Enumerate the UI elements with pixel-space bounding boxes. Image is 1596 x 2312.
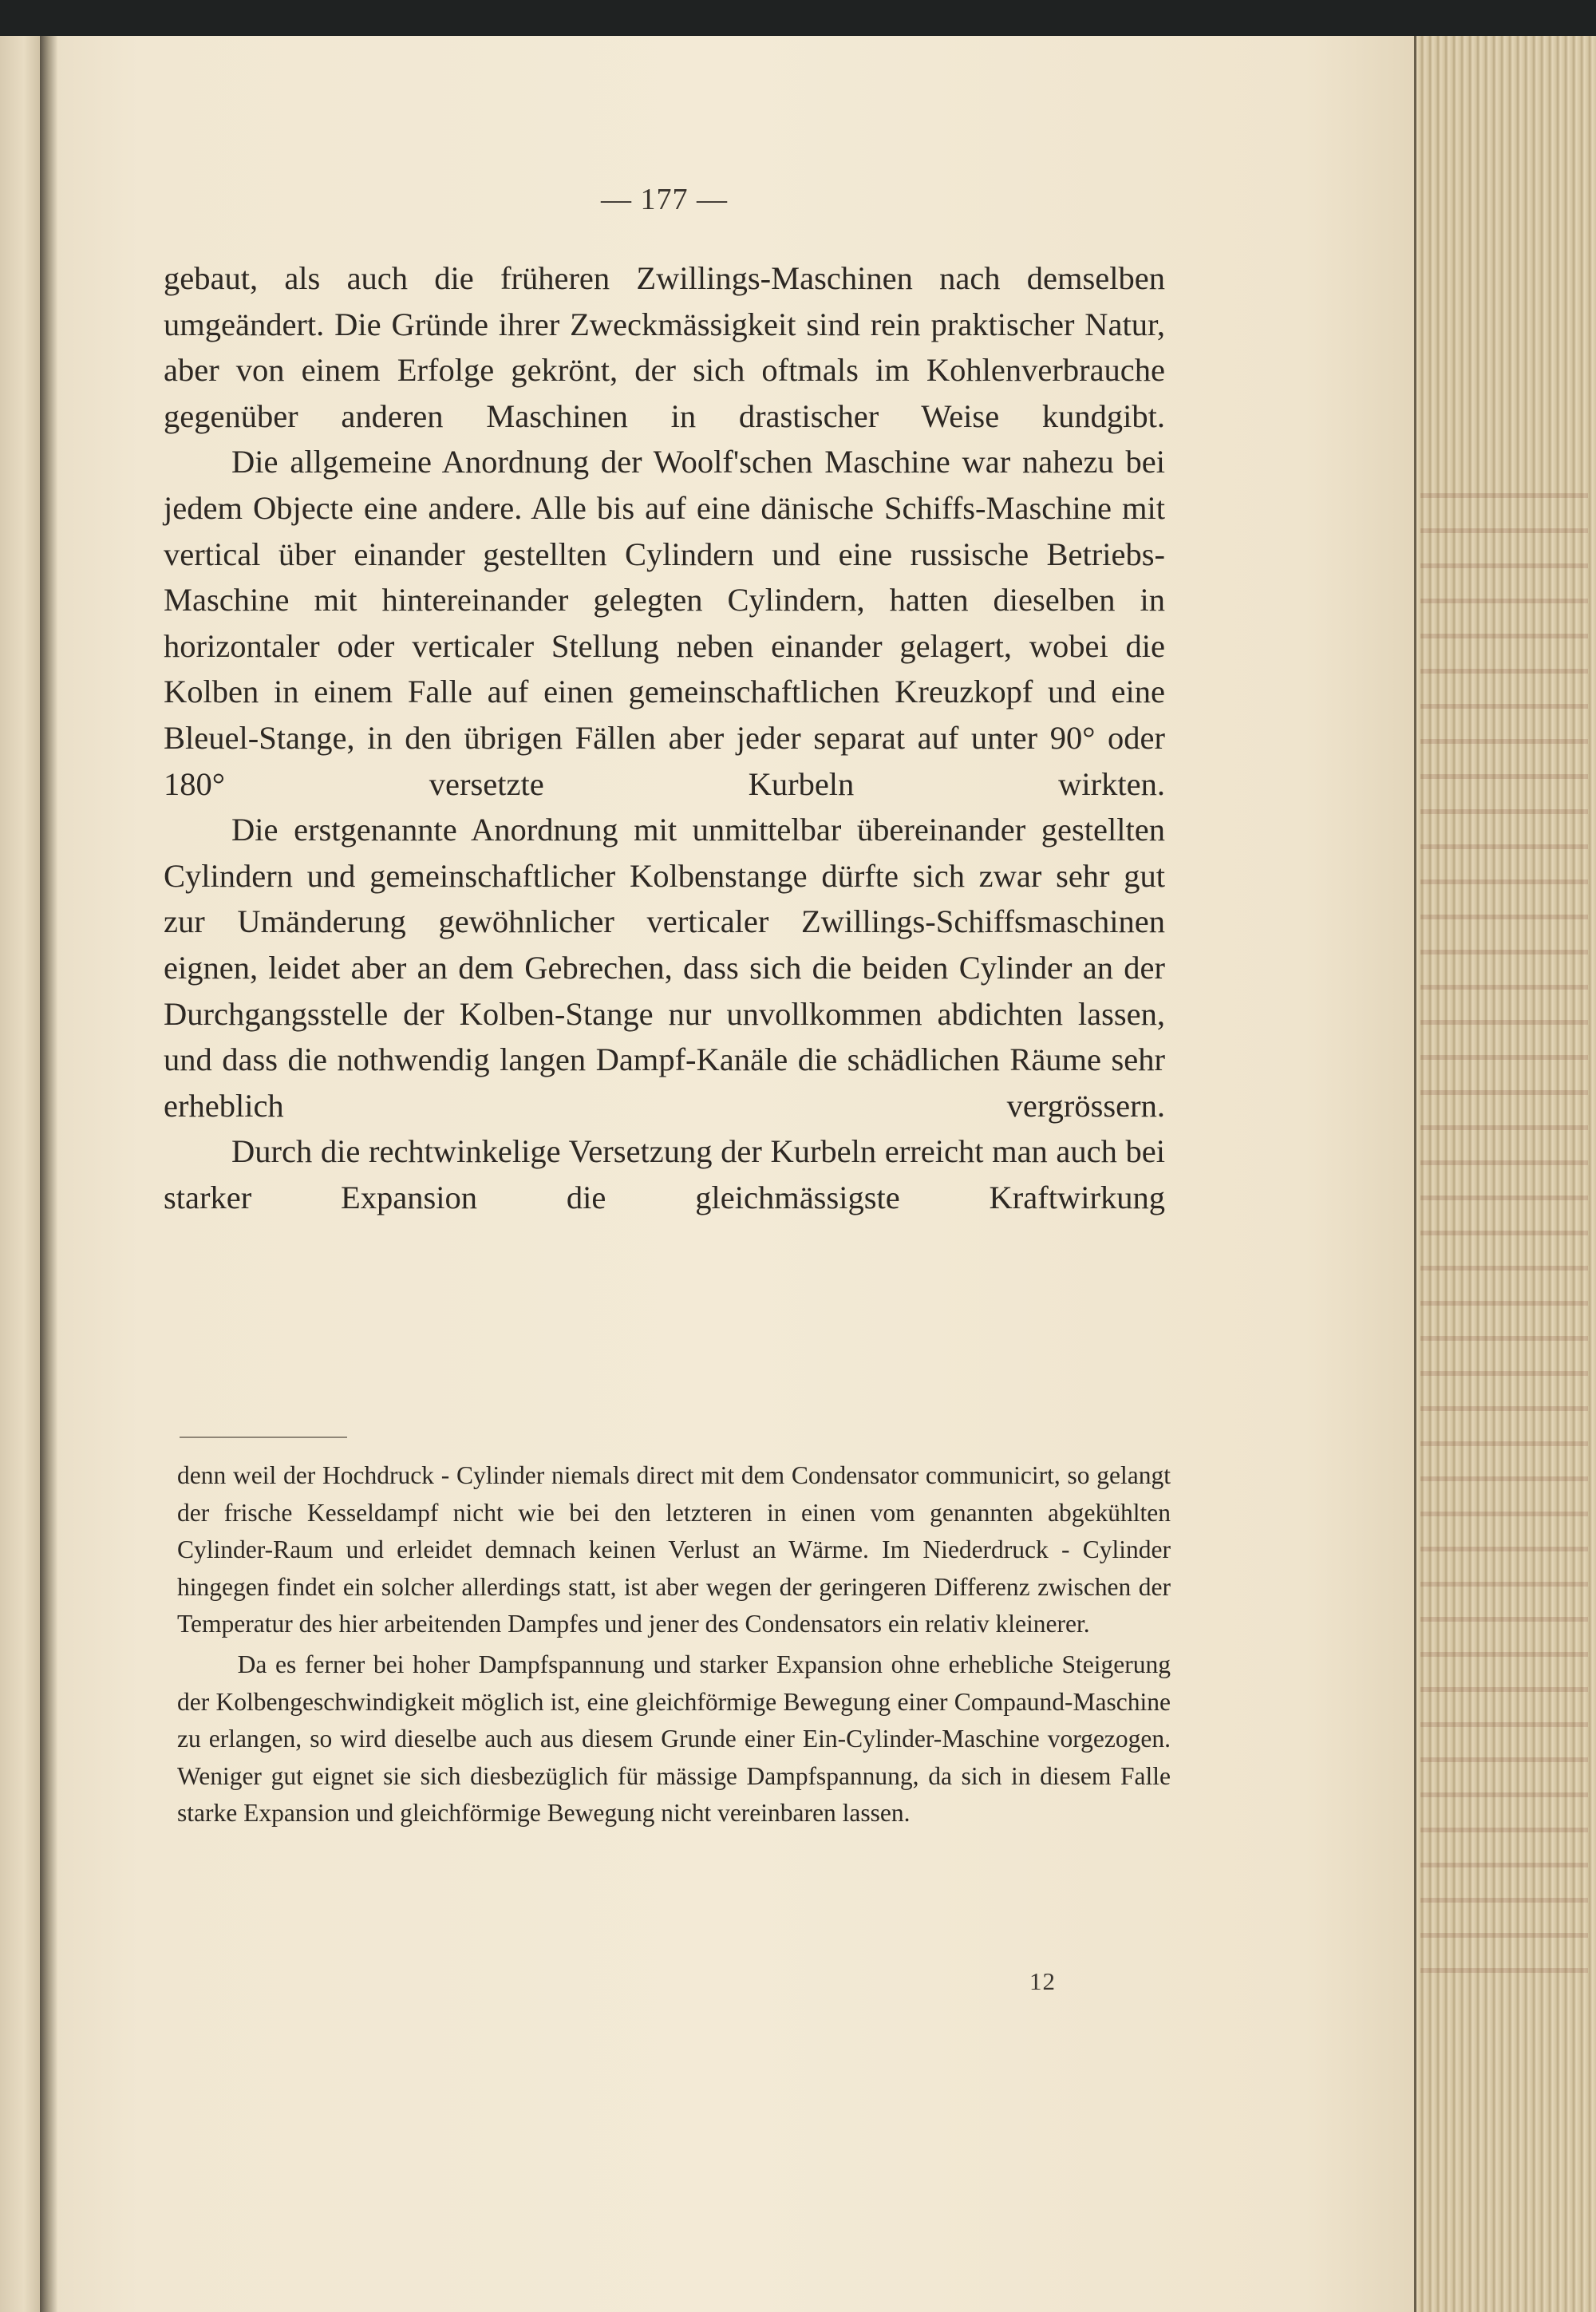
paragraph-stacked-cylinders: Die erstgenannte Anordnung mit unmittelbar übereinander gestellten Cylindern und gemeinschaftlicher Kolbenstange dürfte sich zwar sehr gut zur Umänderung gewöhnlicher verticaler Zwillings-Schiffsmaschinen eignen, leidet aber an dem Gebrechen, dass sich die beiden Cylinder an der Durchgangsstelle der Kolben-Stange nur unvollkommen abdichten lassen, und dass die nothwendig langen Dampf-Kanäle die schädlichen Räume sehr erheblich vergrössern. [164, 812, 1165, 1124]
signature-mark: 12 [1029, 1967, 1056, 1995]
footnote-rule [180, 1437, 347, 1438]
left-page-edge [0, 36, 40, 2312]
book-gutter [40, 36, 57, 2312]
body-text [164, 255, 1165, 1220]
paragraph-crank-offset: Durch die rechtwinkelige Versetzung der Kurbeln erreicht man auch bei starker Expansion die gleichmässigste Kraftwirkung [164, 1133, 1165, 1215]
page-edge-stains [1420, 463, 1588, 1979]
paragraph-continuation: gebaut, als auch die früheren Zwillings-Maschinen nach demselben umgeändert. Die Gründe ihrer Zweckmässigkeit sind rein praktischer Natur, aber von einem Erfolge gekrönt, der sich oftmals im Kohlenverbrauche gegenüber anderen Maschinen in drastischer Weise kundgibt. [164, 260, 1165, 434]
paragraph-woolf-arrangement: Die allgemeine Anordnung der Woolf'schen Maschine war nahezu bei jedem Objecte eine andere. Alle bis auf eine dänische Schiffs-Maschine mit vertical über einander gestellten Cylindern und eine russische Betriebs-Maschine mit hintereinander gelegten Cylindern, hatten dieselben in horizontaler oder verticaler Stellung neben einander gelagert, wobei die Kolben in einem Falle auf einen gemeinschaftlichen Kreuzkopf und eine Bleuel-Stange, in den übrigen Fällen aber jeder separat auf unter 90° oder 180° versetzte Kurbeln wirkten. [164, 444, 1165, 802]
footnote-paragraph: Da es ferner bei hoher Dampfspannung und starker Expansion ohne erhebliche Steigerung der Kolbengeschwindigkeit möglich ist, eine gleichförmige Bewegung einer Compaund-Maschine zu erlangen, so wird dieselbe auch aus diesem Grunde einer Ein-Cylinder-Maschine vorgezogen. Weniger gut eignet sie sich diesbezüglich für mässige Dampfspannung, da sich in diesem Falle starke Expansion und gleichförmige Bewegung nicht vereinbaren lassen. [177, 1650, 1171, 1828]
footnotes [177, 1457, 1171, 1832]
footnote-continuation: denn weil der Hochdruck - Cylinder niemals direct mit dem Condensator communicirt, so gelangt der frische Kesseldampf nicht wie bei den letzteren in einen vom genannten abgekühlten Cylinder-Raum und erleidet demnach keinen Verlust an Wärme. Im Niederdruck - Cylinder hingegen findet ein solcher allerdings statt, ist aber wegen der geringeren Differenz zwischen der Temperatur des hier arbeitenden Dampfes und jener des Condensators ein relativ kleinerer. [177, 1461, 1171, 1638]
page-number: — 177 — [601, 183, 728, 216]
